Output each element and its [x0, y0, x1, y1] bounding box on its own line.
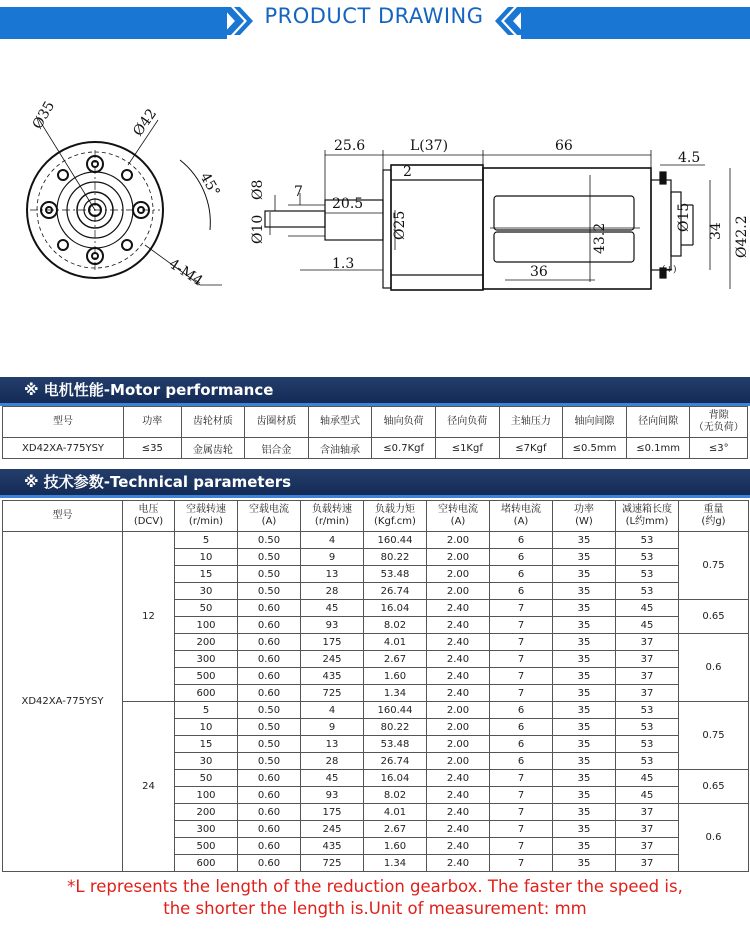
voltage-cell: 24 [123, 702, 175, 872]
table-cell: 2.40 [427, 838, 490, 855]
header-line: 堵转电流 [501, 504, 541, 515]
table-cell: 0.60 [238, 651, 301, 668]
table-cell: 93 [301, 787, 364, 804]
table-cell: 10 [175, 719, 238, 736]
table-cell: 2.40 [427, 651, 490, 668]
table-cell: 435 [301, 668, 364, 685]
table-cell: 5 [175, 702, 238, 719]
table-cell: 1.34 [364, 855, 427, 872]
table-cell: 100 [175, 787, 238, 804]
header-line: （无负荷） [693, 422, 744, 433]
table-cell: 35 [553, 685, 616, 702]
table-cell: 45 [616, 787, 679, 804]
table-cell: 7 [490, 600, 553, 617]
table-cell: 35 [553, 651, 616, 668]
table-cell: 0.60 [238, 855, 301, 872]
header-cell: 型号 [3, 407, 124, 438]
table-cell: 6 [490, 736, 553, 753]
table-cell: 53.48 [364, 566, 427, 583]
table-cell: 2.67 [364, 651, 427, 668]
table-cell: 28 [301, 753, 364, 770]
table-cell: 7 [490, 685, 553, 702]
table-cell: 6 [490, 719, 553, 736]
table-cell: 2.00 [427, 549, 490, 566]
table-cell: 600 [175, 685, 238, 702]
motor-performance-heading: ※ 电机性能-Motor performance [0, 377, 750, 403]
svg-text:Ø35: Ø35 [29, 98, 59, 132]
table-cell: 37 [616, 634, 679, 651]
table-cell: 2.40 [427, 770, 490, 787]
table-cell: 35 [553, 770, 616, 787]
table-cell: 7 [490, 804, 553, 821]
table-cell: 2.00 [427, 719, 490, 736]
table-cell: 35 [553, 668, 616, 685]
header-bar-left [0, 7, 227, 39]
header-cell: 径向间隙 [626, 407, 690, 438]
table-cell: 53 [616, 532, 679, 549]
page-title: PRODUCT DRAWING [264, 4, 484, 28]
table-cell: 2.00 [427, 566, 490, 583]
table-cell: 0.50 [238, 583, 301, 600]
header-line: 空载电流 [249, 504, 289, 515]
table-cell: 80.22 [364, 549, 427, 566]
svg-text:Ø15: Ø15 [676, 202, 692, 232]
svg-text:Ø8: Ø8 [250, 179, 266, 200]
header-line: (A) [261, 516, 277, 527]
header-line: 减速箱长度 [622, 504, 672, 515]
table-cell: 53 [616, 702, 679, 719]
table-cell: 7 [490, 617, 553, 634]
table-cell: ≤0.5mm [563, 438, 627, 459]
svg-text:1.3: 1.3 [332, 256, 355, 272]
svg-text:34: 34 [708, 222, 724, 240]
table-cell: 16.04 [364, 600, 427, 617]
table-cell: 100 [175, 617, 238, 634]
table-cell: 0.60 [238, 634, 301, 651]
svg-text:(+): (+) [662, 265, 677, 275]
table-cell: 9 [301, 719, 364, 736]
table-cell: 2.00 [427, 736, 490, 753]
header-cell [175, 501, 238, 532]
table-cell: 300 [175, 821, 238, 838]
table-cell: 7 [490, 855, 553, 872]
table-cell: 7 [490, 651, 553, 668]
table-cell: 铝合金 [245, 438, 309, 459]
table-cell: 175 [301, 634, 364, 651]
table-cell: 0.60 [238, 617, 301, 634]
table-cell: 7 [490, 838, 553, 855]
table-cell: 0.50 [238, 566, 301, 583]
table-cell: 35 [553, 804, 616, 821]
front-labels [30, 99, 223, 290]
table-cell: 600 [175, 855, 238, 872]
table-cell: 含油轴承 [308, 438, 372, 459]
table-cell: 300 [175, 651, 238, 668]
header-cell [238, 501, 301, 532]
table-cell: 15 [175, 736, 238, 753]
table-cell: 53 [616, 736, 679, 753]
weight-cell: 0.6 [679, 804, 749, 872]
table-cell: 35 [553, 753, 616, 770]
table-cell: 500 [175, 838, 238, 855]
header-cell [553, 501, 616, 532]
table-cell: 245 [301, 651, 364, 668]
table-cell: 37 [616, 821, 679, 838]
header-cell [123, 501, 175, 532]
table-cell: 4.01 [364, 634, 427, 651]
table-cell: 0.50 [238, 702, 301, 719]
table-cell: 35 [553, 532, 616, 549]
table-cell: ≤7Kgf [499, 438, 563, 459]
header-cell: 齿圈材质 [245, 407, 309, 438]
table-cell: 160.44 [364, 702, 427, 719]
header-cell: 轴承型式 [308, 407, 372, 438]
table-cell: 8.02 [364, 617, 427, 634]
svg-text:2: 2 [403, 164, 412, 180]
table-cell: 35 [553, 736, 616, 753]
header-line: 背隙 [708, 410, 729, 421]
table-cell: 2.40 [427, 634, 490, 651]
header-cell: 轴向负荷 [372, 407, 436, 438]
header-cell: 功率 [124, 407, 181, 438]
table-cell: 0.60 [238, 787, 301, 804]
section-header [0, 0, 750, 40]
technical-parameters-table [2, 500, 749, 872]
table-cell: 160.44 [364, 532, 427, 549]
motor-performance-table [2, 406, 748, 459]
table-cell: 0.60 [238, 821, 301, 838]
table-cell: 2.00 [427, 702, 490, 719]
table-cell: 37 [616, 685, 679, 702]
table-row [3, 438, 748, 459]
table-cell: ≤0.7Kgf [372, 438, 436, 459]
header-line: 负载力矩 [375, 504, 415, 515]
header-cell [616, 501, 679, 532]
footnote-line: the shorter the length is.Unit of measurement: mm [163, 899, 587, 918]
table-cell: 2.00 [427, 753, 490, 770]
table-cell: 53 [616, 753, 679, 770]
footnote-line: *L represents the length of the reduction gearbox. The faster the speed is, [67, 877, 683, 896]
table-cell: 45 [616, 617, 679, 634]
product-drawing [0, 80, 750, 370]
table-cell: 0.50 [238, 532, 301, 549]
table-cell: 50 [175, 600, 238, 617]
table-cell: 30 [175, 583, 238, 600]
table-cell: XD42XA-775YSY [3, 438, 124, 459]
table-cell: 13 [301, 736, 364, 753]
table-cell: 0.60 [238, 770, 301, 787]
table-cell: 93 [301, 617, 364, 634]
weight-cell: 0.6 [679, 634, 749, 702]
table-cell: 2.40 [427, 617, 490, 634]
table-cell: 435 [301, 838, 364, 855]
table-cell: 16.04 [364, 770, 427, 787]
table-cell: 8.02 [364, 787, 427, 804]
table-cell: 30 [175, 753, 238, 770]
table-cell: 35 [553, 566, 616, 583]
table-cell: 4.01 [364, 804, 427, 821]
table-cell: 0.60 [238, 668, 301, 685]
svg-text:Ø42.2: Ø42.2 [734, 215, 750, 258]
table-cell: 37 [616, 855, 679, 872]
table-cell: 0.50 [238, 736, 301, 753]
svg-text:43.2: 43.2 [592, 222, 608, 254]
header-line: (r/min) [188, 516, 224, 527]
table-cell: 37 [616, 804, 679, 821]
svg-text:25.6: 25.6 [334, 138, 366, 154]
svg-text:4-M4: 4-M4 [165, 255, 206, 290]
weight-cell: 0.75 [679, 702, 749, 770]
svg-text:L(37): L(37) [410, 138, 449, 154]
table-cell: 35 [553, 617, 616, 634]
header-cell [679, 501, 749, 532]
table-cell: 2.00 [427, 532, 490, 549]
table-cell: 35 [553, 838, 616, 855]
table-cell: 6 [490, 566, 553, 583]
header-cell [690, 407, 748, 438]
technical-parameters-heading: ※ 技术参数-Technical parameters [0, 469, 750, 495]
header-cell [3, 501, 123, 532]
table-header-row [3, 407, 748, 438]
table-cell: 10 [175, 549, 238, 566]
table-cell: ≤1Kgf [435, 438, 499, 459]
table-cell: 15 [175, 566, 238, 583]
header-line: (r/min) [314, 516, 350, 527]
svg-text:66: 66 [555, 138, 573, 154]
header-line: 电压 [138, 504, 159, 515]
table-cell: ≤0.1mm [626, 438, 690, 459]
table-cell: 2.40 [427, 855, 490, 872]
header-cell [490, 501, 553, 532]
table-cell: 45 [616, 770, 679, 787]
table-cell: 45 [616, 600, 679, 617]
header-line: (约g) [701, 516, 726, 527]
table-cell: 37 [616, 668, 679, 685]
table-cell: 4 [301, 702, 364, 719]
table-cell: 245 [301, 821, 364, 838]
weight-cell: 0.65 [679, 600, 749, 634]
weight-cell: 0.65 [679, 770, 749, 804]
weight-cell: 0.75 [679, 532, 749, 600]
svg-text:Ø42: Ø42 [130, 106, 161, 140]
table-cell: 7 [490, 634, 553, 651]
table-cell: ≤3° [690, 438, 748, 459]
table-cell: 7 [490, 770, 553, 787]
header-line: 功率 [574, 504, 594, 515]
table-cell: 35 [553, 549, 616, 566]
header-line: (Kgf.cm) [374, 516, 416, 527]
header-line: (A) [450, 516, 466, 527]
table-cell: 0.50 [238, 549, 301, 566]
header-line: (W) [575, 516, 593, 527]
table-cell: 175 [301, 804, 364, 821]
table-cell: ≤35 [124, 438, 181, 459]
table-cell: 725 [301, 685, 364, 702]
table-cell: 2.40 [427, 787, 490, 804]
table-cell: 7 [490, 668, 553, 685]
table-cell: 2.67 [364, 821, 427, 838]
model-cell: XD42XA-775YSY [3, 532, 123, 872]
table-cell: 2.40 [427, 821, 490, 838]
table-cell: 7 [490, 787, 553, 804]
header-line: 空转电流 [438, 504, 478, 515]
header-line: (DCV) [133, 516, 164, 527]
table-cell: 53 [616, 566, 679, 583]
table-cell: 26.74 [364, 753, 427, 770]
table-cell: 45 [301, 600, 364, 617]
header-cell: 齿轮材质 [181, 407, 245, 438]
table-cell: 1.34 [364, 685, 427, 702]
table-cell: 6 [490, 532, 553, 549]
header-line: 负载转速 [312, 504, 352, 515]
table-cell: 0.60 [238, 804, 301, 821]
table-cell: 0.60 [238, 600, 301, 617]
table-cell: 2.40 [427, 668, 490, 685]
table-cell: 725 [301, 855, 364, 872]
table-cell: 35 [553, 821, 616, 838]
table-cell: 1.60 [364, 668, 427, 685]
table-cell: 37 [616, 651, 679, 668]
header-line: (L约mm) [625, 516, 669, 527]
front-view [27, 118, 222, 285]
header-bar-right [521, 7, 750, 39]
table-cell: 2.00 [427, 583, 490, 600]
table-cell: 35 [553, 634, 616, 651]
table-cell: 200 [175, 634, 238, 651]
svg-text:36: 36 [530, 264, 548, 280]
table-cell: 0.50 [238, 719, 301, 736]
table-cell: 2.40 [427, 600, 490, 617]
footnote [0, 876, 750, 920]
table-cell: 6 [490, 753, 553, 770]
table-cell: 2.40 [427, 804, 490, 821]
table-cell: 0.60 [238, 838, 301, 855]
header-cell: 轴向间隙 [563, 407, 627, 438]
table-cell: 9 [301, 549, 364, 566]
table-row [3, 532, 749, 549]
voltage-cell: 12 [123, 532, 175, 702]
table-cell: 6 [490, 702, 553, 719]
table-cell: 金属齿轮 [181, 438, 245, 459]
table-cell: 53.48 [364, 736, 427, 753]
table-cell: 6 [490, 549, 553, 566]
table-cell: 50 [175, 770, 238, 787]
table-cell: 28 [301, 583, 364, 600]
header-line: 空载转速 [186, 504, 226, 515]
table-cell: 45 [301, 770, 364, 787]
table-cell: 35 [553, 787, 616, 804]
table-cell: 6 [490, 583, 553, 600]
header-line: 型号 [52, 510, 73, 521]
svg-text:Ø25: Ø25 [392, 210, 408, 240]
svg-text:4.5: 4.5 [678, 150, 701, 166]
svg-text:20.5: 20.5 [332, 196, 364, 212]
header-cell [364, 501, 427, 532]
table-cell: 80.22 [364, 719, 427, 736]
table-cell: 53 [616, 583, 679, 600]
table-cell: 2.40 [427, 685, 490, 702]
header-cell: 主轴压力 [499, 407, 563, 438]
table-cell: 1.60 [364, 838, 427, 855]
chevron-right-icon [222, 4, 258, 38]
table-cell: 35 [553, 600, 616, 617]
svg-text:45°: 45° [196, 170, 223, 200]
table-cell: 26.74 [364, 583, 427, 600]
table-cell: 7 [490, 821, 553, 838]
table-cell: 35 [553, 719, 616, 736]
table-header-row [3, 501, 749, 532]
table-cell: 35 [553, 702, 616, 719]
svg-text:Ø10: Ø10 [250, 214, 266, 244]
table-cell: 35 [553, 855, 616, 872]
table-cell: 53 [616, 719, 679, 736]
table-cell: 5 [175, 532, 238, 549]
table-cell: 13 [301, 566, 364, 583]
table-cell: 0.50 [238, 753, 301, 770]
table-cell: 500 [175, 668, 238, 685]
table-cell: 0.60 [238, 685, 301, 702]
header-cell [301, 501, 364, 532]
table-cell: 53 [616, 549, 679, 566]
table-cell: 4 [301, 532, 364, 549]
table-cell: 35 [553, 583, 616, 600]
header-line: 重量 [703, 504, 724, 515]
header-line: (A) [513, 516, 529, 527]
table-cell: 37 [616, 838, 679, 855]
svg-text:7: 7 [294, 184, 303, 200]
header-cell [427, 501, 490, 532]
header-cell: 径向负荷 [435, 407, 499, 438]
table-cell: 200 [175, 804, 238, 821]
